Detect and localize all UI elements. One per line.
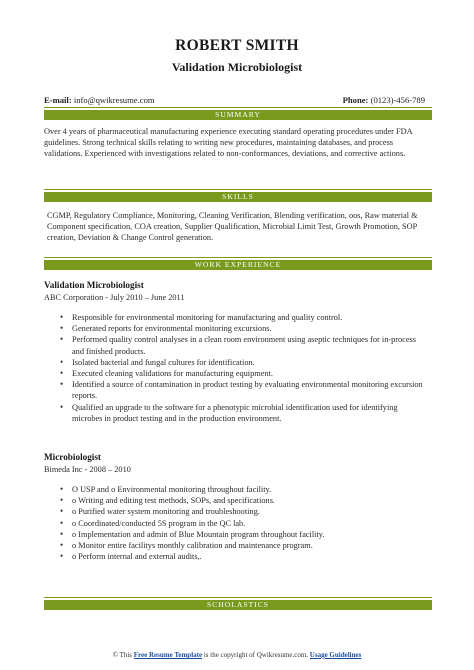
section-work-header: WORK EXPERIENCE xyxy=(44,260,432,270)
section-scholastics-header: SCHOLASTICS xyxy=(44,600,432,610)
list-item: • Generated reports for environmental monitoring excursions. xyxy=(72,323,428,334)
footer-middle: is the copyright of Qwikresume.com. xyxy=(203,651,309,659)
list-item: • o Monitor entire facilitys monthly calibration and maintenance program. xyxy=(72,540,428,551)
email-contact xyxy=(44,95,155,105)
list-item: • Identified a source of contamination in product testing by evaluating environmental monitoring excursion reports. xyxy=(72,379,428,401)
divider-line xyxy=(44,189,432,190)
email-value[interactable]: info@qwikresume.com xyxy=(73,95,155,105)
job-title: Microbiologist xyxy=(44,452,101,462)
section-summary-header: SUMMARY xyxy=(44,110,432,120)
list-item: • O USP and o Environmental monitoring throughout facility. xyxy=(72,484,428,495)
job-title: Validation Microbiologist xyxy=(44,280,144,290)
copyright-footer xyxy=(0,651,474,659)
free-resume-template-link[interactable]: Free Resume Template xyxy=(133,651,203,659)
phone-value: (0123)-456-789 xyxy=(370,95,425,105)
divider-line xyxy=(44,107,432,108)
list-item: • o Implementation and admin of Blue Mountain program throughout facility. xyxy=(72,529,428,540)
candidate-title: Validation Microbiologist xyxy=(171,60,303,74)
job-bullets xyxy=(44,312,428,424)
section-skills-header: SKILLS xyxy=(44,192,432,202)
job-bullets xyxy=(44,484,428,562)
list-item: • o Perform internal and external audits,. xyxy=(72,551,428,562)
list-item: • Performed quality control analyses in a clean room environment using aseptic techniques for in-process and finished products. xyxy=(72,334,428,356)
list-item: • Executed cleaning validations for manufacturing equipment. xyxy=(72,368,428,379)
email-label: E-mail: xyxy=(44,95,72,105)
divider-line xyxy=(44,597,432,598)
divider-line xyxy=(44,257,432,258)
phone-label: Phone: xyxy=(342,95,369,105)
list-item: • o Purified water system monitoring and troubleshooting. xyxy=(72,506,428,517)
list-item: • Isolated bacterial and fungal cultures for identification. xyxy=(72,357,428,368)
footer-prefix: © This xyxy=(112,651,133,659)
job-company-dates: Bimeda Inc - 2008 – 2010 xyxy=(44,465,131,474)
list-item: • Qualified an upgrade to the software for a phenotypic microbial identification used for identifying microbes in product testing and in the production environment. xyxy=(72,402,428,424)
summary-text: Over 4 years of pharmaceutical manufacturing experience executing standard operating procedures under FDA guidelines. Strong technical skills relating to writing new procedures, maintaining databases, and process validations. Experienced with investigations related to non-conformances, deviations, and corrective actions. xyxy=(44,127,413,159)
list-item: • o Writing and editing test methods, SOPs, and specifications. xyxy=(72,495,428,506)
job-company-dates: ABC Corporation - July 2010 – June 2011 xyxy=(44,293,185,302)
skills-text: CGMP, Regulatory Compliance, Monitoring, Cleaning Verification, Blending verification, oos, Raw material & Component specification, COA creation, Supplier Qualification, Microbial Limit Test, Growth Promotion, SOP creation, Deviation & Change Control generation. xyxy=(47,211,418,243)
usage-guidelines-link[interactable]: Usage Guidelines xyxy=(309,651,362,659)
phone-contact xyxy=(343,95,425,105)
list-item: • Responsible for environmental monitoring for manufacturing and quality control. xyxy=(72,312,428,323)
list-item: • o Coordinated/conducted 5S program in the QC lab. xyxy=(72,518,428,529)
candidate-name: ROBERT SMITH xyxy=(175,37,299,54)
